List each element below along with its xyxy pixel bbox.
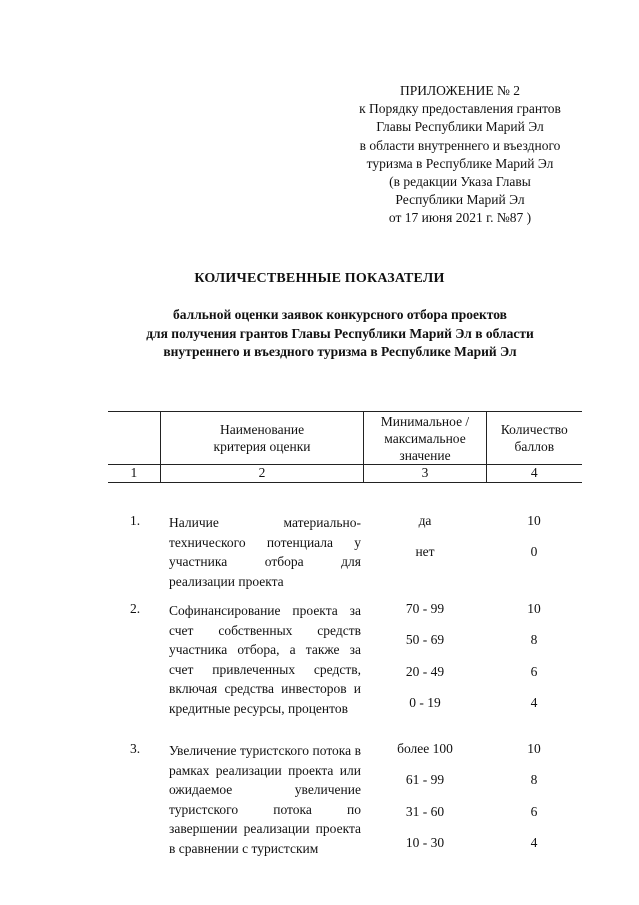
header-col-number (108, 412, 160, 464)
value-cell: 50 - 69 (405, 632, 445, 647)
table-row (108, 601, 582, 741)
value-cell: 61 - 99 (405, 772, 445, 787)
appendix-line: Республики Марий Эл (395, 192, 525, 208)
table-header (108, 411, 582, 464)
appendix-line: к Порядку предоставления грантов (359, 101, 561, 117)
column-number: 4 (486, 465, 582, 482)
points-cell: 10 (527, 601, 541, 616)
appendix-line: туризма в Республике Марий Эл (366, 155, 554, 171)
header-col-value: Минимальное / максимальное значение (363, 412, 485, 464)
appendix-line: (в редакции Указа Главы (389, 174, 531, 190)
column-numbering-row (108, 464, 582, 483)
value-cell: 0 - 19 (409, 695, 441, 710)
table-row (108, 741, 582, 871)
header-col-points: Количество баллов (486, 412, 582, 464)
value-cell: 70 - 99 (405, 601, 445, 616)
value-cell: да (418, 513, 432, 528)
table-row (108, 513, 582, 601)
appendix-line: от 17 июня 2021 г. №87 ) (388, 210, 532, 226)
subtitle-line: для получения грантов Главы Республики Марий Эл в области (146, 325, 534, 341)
value-cell: нет (415, 544, 435, 559)
points-cell: 8 (530, 772, 538, 787)
document-subtitle (40, 306, 639, 362)
subtitle-line: балльной оценки заявок конкурсного отбора проектов (173, 307, 507, 322)
value-cell: более 100 (397, 741, 453, 756)
row-number: 2. (130, 601, 141, 616)
criterion-text: Софинансирование проекта за счет собственных средств участника отбора, а также за счет привлеченных средств, включая средства инвесторов и кредитные ресурсы, процентов (169, 603, 361, 716)
criterion-text: Увеличение туристского потока в рамках реализации проекта или ожидаемое увеличение туристского потока по завершении реализации проекта в сравнении с туристским (169, 743, 361, 856)
points-cell: 10 (527, 741, 541, 756)
header-col-criterion: Наименование критерия оценки (160, 412, 364, 464)
document-title: КОЛИЧЕСТВЕННЫЕ ПОКАЗАТЕЛИ (194, 271, 445, 286)
points-cell: 6 (530, 804, 538, 819)
subtitle-line: внутреннего и въездного туризма в Республике Марий Эл (163, 344, 517, 359)
points-cell: 0 (530, 544, 538, 559)
value-cell: 10 - 30 (405, 835, 445, 850)
criterion-text: Наличие материально-технического потенциала у участника отбора для реализации проекта (169, 515, 361, 589)
appendix-header (330, 82, 590, 228)
column-number: 3 (363, 465, 485, 482)
points-cell: 10 (527, 513, 541, 528)
column-number: 2 (160, 465, 364, 482)
value-cell: 31 - 60 (405, 804, 445, 819)
row-number: 3. (130, 741, 141, 756)
row-number: 1. (130, 513, 141, 528)
appendix-line: ПРИЛОЖЕНИЕ № 2 (399, 83, 521, 98)
points-cell: 4 (530, 695, 538, 710)
appendix-line: в области внутреннего и въездного (359, 137, 561, 153)
criteria-table (108, 411, 582, 871)
points-cell: 4 (530, 835, 538, 850)
points-cell: 6 (530, 664, 538, 679)
points-cell: 8 (530, 632, 538, 647)
appendix-line: Главы Республики Марий Эл (376, 119, 544, 135)
value-cell: 20 - 49 (405, 664, 445, 679)
column-number: 1 (130, 465, 138, 480)
